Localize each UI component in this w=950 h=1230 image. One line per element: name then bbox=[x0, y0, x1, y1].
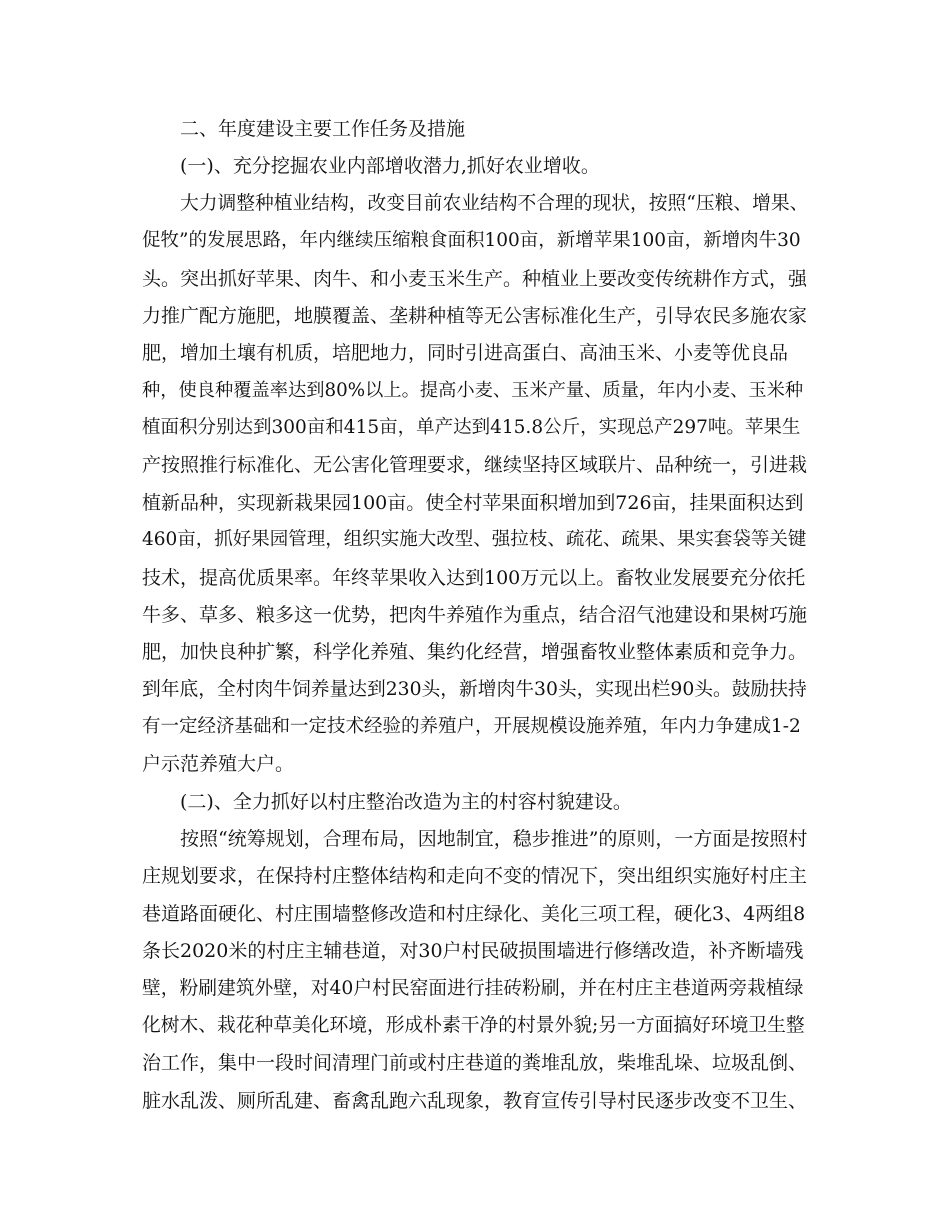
subsection-heading: (一)、充分挖掘农业内部增收潜力,抓好农业增收。 bbox=[180, 155, 600, 177]
paragraph-line: 肥，增加土壤有机质，培肥地力，同时引进高蛋白、高油玉米、小麦等优良品 bbox=[142, 342, 789, 364]
paragraph-line: 到年底，全村肉牛饲养量达到230头，新增肉牛30头，实现出栏90头。鼓励扶持 bbox=[142, 679, 807, 700]
paragraph-line: 条长2020米的村庄主辅巷道，对30户村民破损围墙进行修缮改造，补齐断墙残 bbox=[142, 940, 804, 962]
paragraph-line: 户示范养殖大户。 bbox=[142, 753, 295, 775]
paragraph-line: 460亩，抓好果园管理，组织实施大改型、强拉枝、疏花、疏果、果实套袋等关键 bbox=[142, 529, 807, 550]
paragraph-line: 巷道路面硬化、村庄围墙整修改造和村庄绿化、美化三项工程，硬化3、4两组8 bbox=[142, 903, 806, 925]
paragraph-line: 治工作，集中一段时间清理门前或村庄巷道的粪堆乱放，柴堆乱垛、垃圾乱倒、 bbox=[142, 1052, 808, 1074]
paragraph-line: 植面积分别达到300亩和415亩，单产达到415.8公斤，实现总产297吨。苹果生 bbox=[142, 417, 801, 438]
paragraph-line: 种，使良种覆盖率达到80%以上。提高小麦、玉米产量、质量，年内小麦、玉米种 bbox=[142, 380, 804, 401]
paragraph-line: 大力调整种植业结构，改变目前农业结构不合理的现状，按照“压粮、增果、 bbox=[180, 193, 809, 214]
paragraph-line: 植新品种，实现新栽果园100亩。使全村苹果面积增加到726亩，挂果面积达到 bbox=[142, 492, 804, 514]
section-heading: 二、年度建设主要工作任务及措施 bbox=[180, 118, 466, 140]
paragraph-line: 头。突出抓好苹果、肉牛、和小麦玉米生产。种植业上要改变传统耕作方式，强 bbox=[142, 268, 808, 290]
paragraph-line: 庄规划要求，在保持村庄整体结构和走向不变的情况下，突出组织实施好村庄主 bbox=[142, 865, 808, 887]
paragraph-line: 技术，提高优质果率。年终苹果收入达到100万元以上。畜牧业发展要充分依托 bbox=[142, 567, 806, 589]
paragraph-line: 牛多、草多、粮多这一优势，把肉牛养殖作为重点，结合沼气池建设和果树巧施 bbox=[142, 604, 808, 626]
paragraph-line: 化树木、栽花种草美化环境，形成朴素干净的村景外貌;另一方面搞好环境卫生整 bbox=[142, 1015, 805, 1036]
paragraph-line: 力推广配方施肥，地膜覆盖、垄耕种植等无公害标准化生产，引导农民多施农家 bbox=[142, 305, 808, 327]
paragraph-line: 脏水乱泼、厕所乱建、畜禽乱跑六乱现象，教育宣传引导村民逐步改变不卫生、 bbox=[142, 1090, 808, 1112]
paragraph-line: 产按照推行标准化、无公害化管理要求，继续坚持区域联片、品种统一，引进栽 bbox=[142, 454, 808, 476]
paragraph-line: 肥，加快良种扩繁，科学化养殖、集约化经营，增强畜牧业整体素质和竞争力。 bbox=[142, 641, 808, 663]
paragraph-line: 按照“统筹规划，合理布局，因地制宜，稳步推进”的原则，一方面是按照村 bbox=[180, 828, 808, 850]
paragraph-line: 促牧”的发展思路，年内继续压缩粮食面积100亩，新增苹果100亩，新增肉牛30 bbox=[142, 230, 801, 251]
paragraph-line: 壁，粉刷建筑外壁，对40户村民窑面进行挂砖粉刷，并在村庄主巷道两旁栽植绿 bbox=[142, 978, 804, 999]
subsection-heading: (二)、全力抓好以村庄整治改造为主的村容村貌建设。 bbox=[180, 791, 632, 813]
paragraph-line: 有一定经济基础和一定技术经验的养殖户，开展规模设施养殖，年内力争建成1-2 bbox=[142, 716, 801, 737]
